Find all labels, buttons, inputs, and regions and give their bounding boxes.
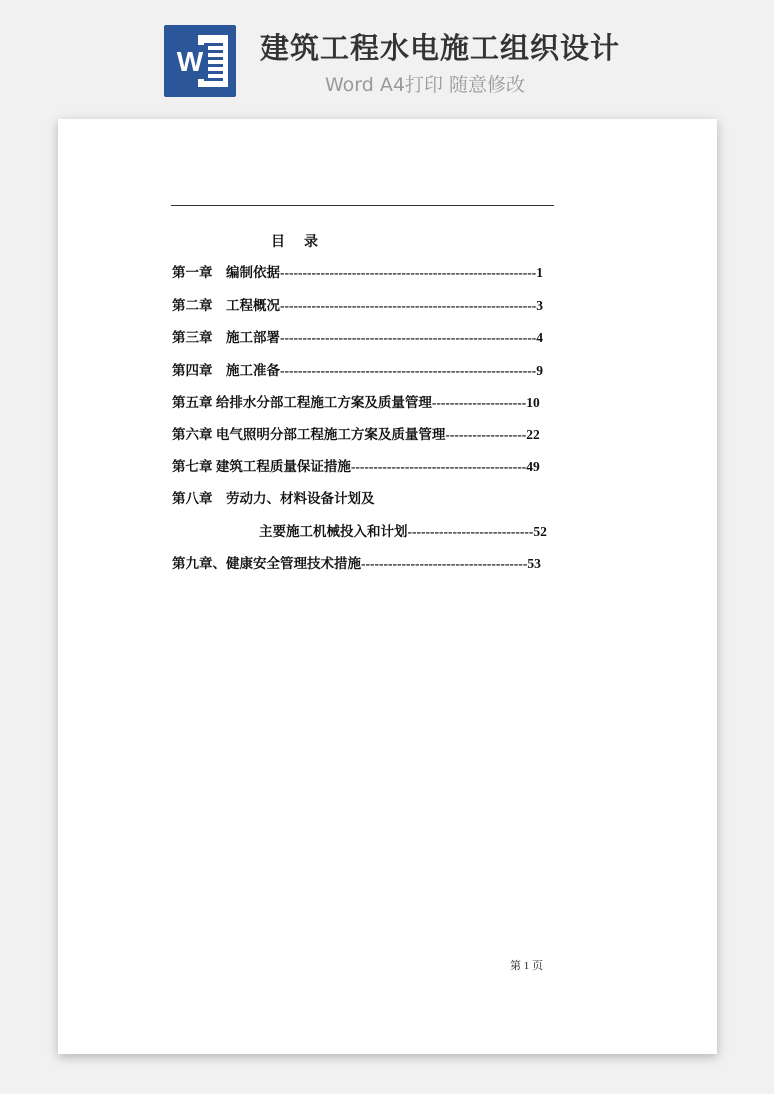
toc-entry-label: 第四章 施工准备 [172, 363, 280, 378]
toc-leader: ------------------------------------- [361, 556, 528, 571]
toc-page-number: 9 [536, 363, 543, 378]
word-letter: W [172, 45, 208, 79]
toc-entry-label: 第九章、健康安全管理技术措施 [172, 556, 361, 571]
toc-page-number: 52 [533, 524, 547, 539]
toc-entry-label: 第三章 施工部署 [172, 330, 280, 345]
toc-page-number: 4 [536, 330, 543, 345]
toc-leader: --------------------------------------------------------- [280, 330, 537, 345]
toc-leader: --------------------- [431, 395, 527, 410]
toc-entry-3[interactable] [172, 329, 543, 347]
toc-page-number: 3 [536, 298, 543, 313]
toc-page-number: 22 [526, 427, 540, 442]
toc-entry-8-continued[interactable] [259, 523, 547, 541]
toc-entry-label: 主要施工机械投入和计划 [259, 524, 408, 539]
toc-leader: --------------------------------------- [350, 459, 527, 474]
document-subtitle: Word A4打印 随意修改 [325, 74, 526, 96]
toc-leader: --------------------------------------------------------- [280, 265, 537, 280]
toc-page-number: 49 [526, 459, 540, 474]
header-rule [171, 205, 554, 206]
toc-page-number: 1 [536, 265, 543, 280]
toc-entry-1[interactable] [172, 264, 543, 282]
toc-entry-9[interactable] [172, 555, 541, 573]
toc-entry-4[interactable] [172, 362, 543, 380]
word-icon [164, 25, 236, 97]
toc-leader: ---------------------------- [407, 524, 534, 539]
toc-entry-2[interactable] [172, 297, 543, 315]
toc-leader: --------------------------------------------------------- [280, 298, 537, 313]
toc-entry-7[interactable] [172, 458, 540, 476]
toc-title: 目录 [271, 235, 337, 250]
toc-entry-label: 第六章 电气照明分部工程施工方案及质量管理 [172, 427, 446, 442]
toc-entry-5[interactable] [172, 394, 540, 412]
document-page [58, 119, 717, 1054]
toc-leader: ------------------ [445, 427, 527, 442]
toc-entry-label: 第五章 给排水分部工程施工方案及质量管理 [172, 395, 432, 410]
toc-entry-label: 第八章 劳动力、材料设备计划及 [172, 491, 375, 506]
document-title: 建筑工程水电施工组织设计 [260, 31, 621, 65]
toc-entry-6[interactable] [172, 426, 540, 444]
page-number: 第 1 页 [510, 960, 543, 972]
toc-page-number: 10 [526, 395, 540, 410]
toc-page-number: 53 [527, 556, 541, 571]
toc-entry-label: 第七章 建筑工程质量保证措施 [172, 459, 351, 474]
toc-entry-8[interactable] [172, 490, 375, 508]
watermark [87, 473, 110, 506]
toc-entry-label: 第一章 编制依据 [172, 265, 280, 280]
toc-leader: --------------------------------------------------------- [280, 363, 537, 378]
toc-entry-label: 第二章 工程概况 [172, 298, 280, 313]
